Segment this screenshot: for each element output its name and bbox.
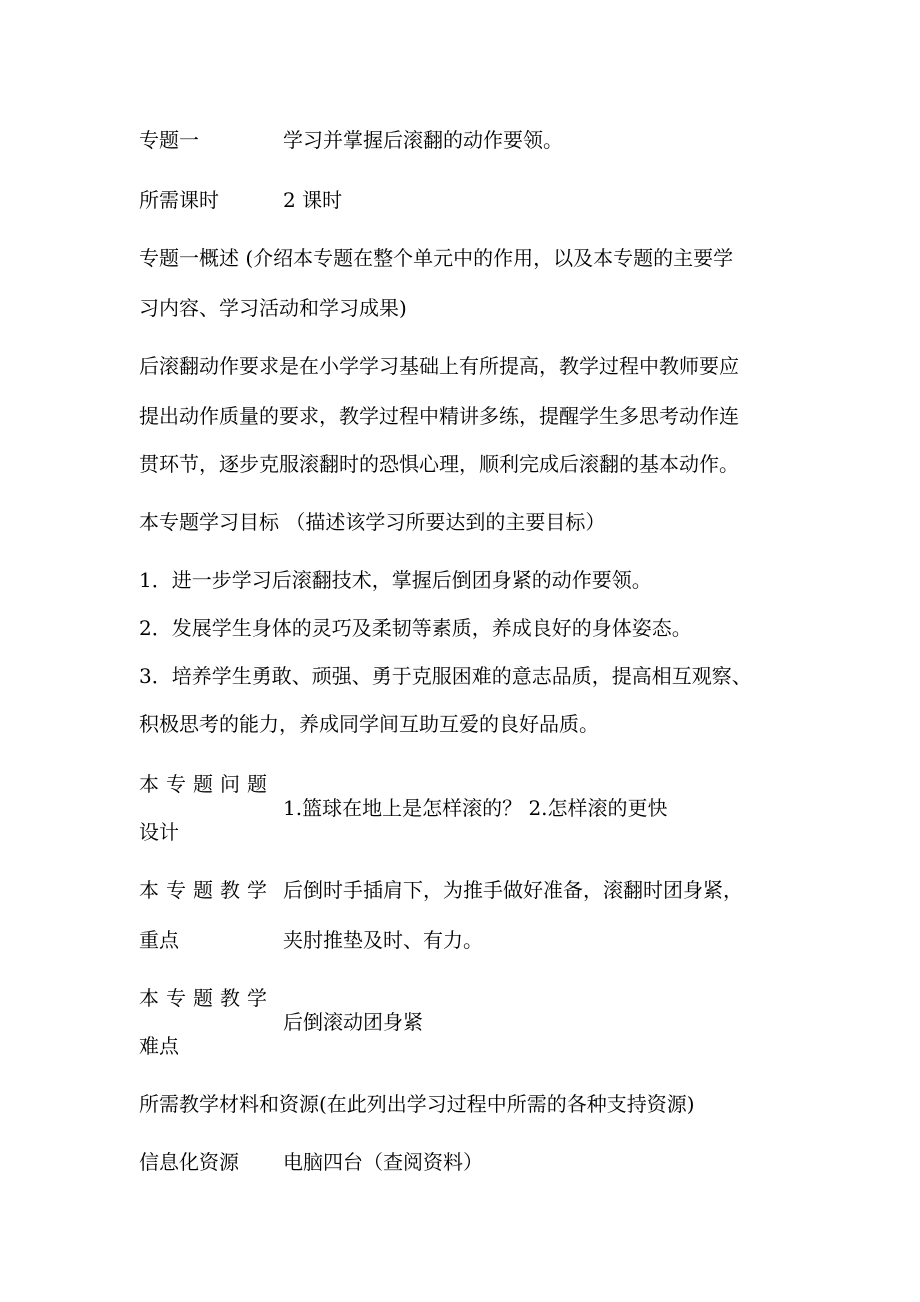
- key-point-label-line1: 本专题教学: [139, 878, 274, 902]
- overview-body-line3: 贯环节，逐步克服滚翻时的恐惧心理，顺利完成后滚翻的基本动作。: [139, 452, 739, 476]
- it-resources-label: 信息化资源: [139, 1150, 239, 1174]
- key-point-value-line1: 后倒时手插肩下，为推手做好准备，滚翻时团身紧，: [283, 878, 743, 902]
- topic-label: 专题一: [139, 128, 199, 152]
- overview-body-line1: 后滚翻动作要求是在小学学习基础上有所提高，教学过程中教师要应: [139, 354, 739, 378]
- problem-label-line1: 本专题问题: [139, 772, 274, 796]
- goals-heading: 本专题学习目标 （描述该学习所要达到的主要目标）: [139, 510, 606, 534]
- topic-value: 学习并掌握后滚翻的动作要领。: [283, 128, 563, 152]
- goal-item-3-line1: 3．培养学生勇敢、顽强、勇于克服困难的意志品质，提高相互观察、: [139, 664, 752, 688]
- goal-item-1: 1．进一步学习后滚翻技术，掌握后倒团身紧的动作要领。: [139, 568, 652, 592]
- problem-label-line2: 设计: [139, 820, 179, 844]
- key-point-value-line2: 夹肘推垫及时、有力。: [283, 928, 483, 952]
- hours-label: 所需课时: [139, 188, 219, 212]
- materials-heading: 所需教学材料和资源(在此列出学习过程中所需的各种支持资源): [139, 1092, 695, 1116]
- difficulty-label-line2: 难点: [139, 1034, 179, 1058]
- problem-value: 1.篮球在地上是怎样滚的？ 2.怎样滚的更快: [283, 796, 668, 820]
- hours-value: 2 课时: [283, 188, 343, 212]
- goal-item-3-line2: 积极思考的能力，养成同学间互助互爱的良好品质。: [139, 712, 599, 736]
- overview-heading-line2: 习内容、学习活动和学习成果): [139, 296, 407, 320]
- overview-body-line2: 提出动作质量的要求，教学过程中精讲多练，提醒学生多思考动作连: [139, 404, 739, 428]
- overview-heading-line1: 专题一概述 (介绍本专题在整个单元中的作用，以及本专题的主要学: [139, 246, 734, 270]
- difficulty-label-line1: 本专题教学: [139, 986, 274, 1010]
- key-point-label-line2: 重点: [139, 928, 179, 952]
- goal-item-2: 2．发展学生身体的灵巧及柔韧等素质，养成良好的身体姿态。: [139, 616, 692, 640]
- it-resources-value: 电脑四台（查阅资料）: [283, 1150, 483, 1174]
- difficulty-value: 后倒滚动团身紧: [283, 1010, 423, 1034]
